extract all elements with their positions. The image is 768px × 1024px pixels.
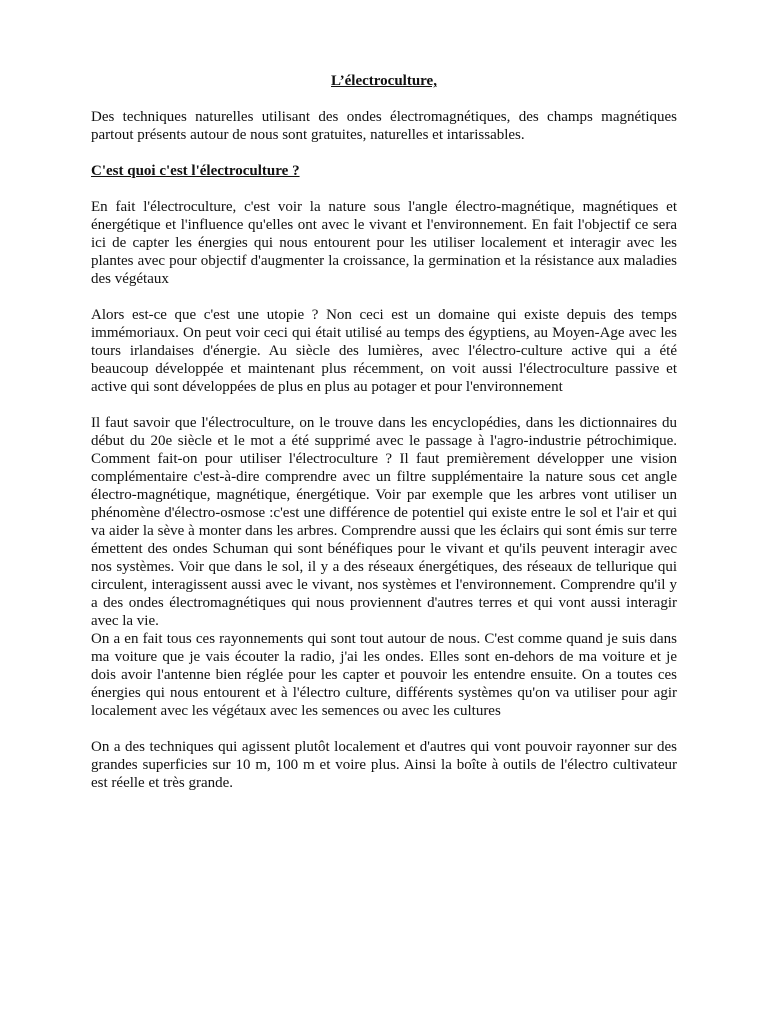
paragraph-techniques: On a des techniques qui agissent plutôt localement et d'autres qui vont pouvoir rayonner sur des grandes superficies sur 10 m, 100 m et voire plus. Ainsi la boîte à outils de l'électro cultivateur est réelle et très grande. bbox=[91, 739, 677, 791]
intro-paragraph: Des techniques naturelles utilisant des ondes électromagnétiques, des champs magnétiques partout présents autour de nous sont gratuites, naturelles et intarissables. bbox=[91, 109, 677, 143]
document-title: L’électroculture, bbox=[331, 73, 437, 89]
paragraph-history: Alors est-ce que c'est une utopie ? Non ceci est un domaine qui existe depuis des temps immémoriaux. On peut voir ceci qui était utilisé au temps des égyptiens, au Moyen-Age avec les tours irlandaises d'énergie. Au siècle des lumières, avec l'électro-culture active qui a été beaucoup développée et maintenant plus récemment, on voit aussi l'électroculture passive et active qui sont développées de plus en plus au potager et pour l'environnement bbox=[91, 307, 677, 395]
section-heading: C'est quoi c'est l'électroculture ? bbox=[91, 163, 300, 179]
paragraph-encyclopedia: Il faut savoir que l'électroculture, on le trouve dans les encyclopédies, dans les dictionnaires du début du 20e siècle et le mot a été supprimé avec le passage à l'agro-industrie pétrochimique. Comment fait-on pour utiliser l'électroculture ? Il faut premièrement développer une vision complémentaire c'est-à-dire comprendre avec un filtre supplémentaire la nature sous cet angle électro-magnétique, magnétique, énergétique. Voir par exemple que les arbres vont utiliser un phénomène d'électro-osmose :c'est une différence de potentiel qui existe entre le sol et l'air et qui va aider la sève à monter dans les arbres. Comprendre aussi que les éclairs qui sont émis sur terre émettent des ondes Schuman qui sont bénéfiques pour le vivant et qu'ils peuvent interagir avec nos systèmes. Voir que dans le sol, il y a des réseaux énergétiques, des réseaux de tellurique qui circulent, interagissent aussi avec le vivant, nos systèmes et l'environnement. Comprendre qu'il y a des ondes électromagnétiques qui nous proviennent d'autres terres et qui vont aussi interagir avec la vie. bbox=[91, 415, 677, 629]
paragraph-definition: En fait l'électroculture, c'est voir la nature sous l'angle électro-magnétique, magnétiques et énergétique et l'influence qu'elles ont avec le vivant et l'environnement. En fait l'objectif ce sera ici de capter les énergies qui nous entourent pour les utiliser localement et interagir avec les plantes avec pour objectif d'augmenter la croissance, la germination et la résistance aux maladies des végétaux bbox=[91, 199, 677, 287]
paragraph-radiation: On a en fait tous ces rayonnements qui sont tout autour de nous. C'est comme quand je suis dans ma voiture que je vais écouter la radio, j'ai les ondes. Elles sont en-dehors de ma voiture et je dois avoir l'antenne bien réglée pour les capter et pouvoir les entendre ensuite. On a toutes ces énergies qui nous entourent et à l'électro culture, différents systèmes qu'on va utiliser pour agir localement avec les végétaux avec les semences ou avec les cultures bbox=[91, 631, 677, 719]
